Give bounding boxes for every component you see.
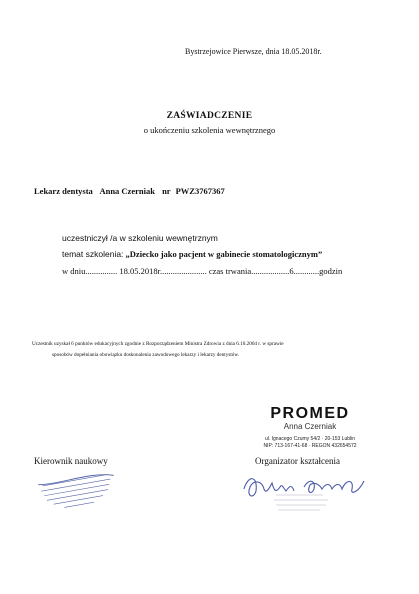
topic-label: temat szkolenia:	[62, 249, 124, 259]
topic-line	[62, 249, 322, 259]
doctor-name: Anna Czerniak	[99, 186, 155, 196]
doctor-role: Lekarz dentysta	[34, 186, 93, 196]
organizer-brand: PROMED	[270, 405, 350, 422]
note-line-2: sposobów dopełniania obowiązku doskonalenia zawodowego lekarzy i lekarzy dentystów.	[52, 352, 240, 358]
license-prefix: nr	[162, 186, 171, 196]
license-number: PWZ3767367	[175, 186, 225, 196]
participation-text: uczestniczył /a w szkoleniu wewnętrznym	[62, 233, 218, 243]
manager-label: Kierownik naukowy	[34, 456, 108, 466]
note-line-1: Uczestnik uzyskał 6 punktów edukacyjnych zgodnie z Rozporządzeniem Ministra Zdrowia z dnia 6.10.2004 r. w sprawie	[32, 341, 284, 347]
seal-icon	[268, 490, 343, 518]
organizer-address: ul. Ignacego Czumy 54/2 · 20-153 Lublin	[264, 436, 356, 442]
organizer-person: Anna Czerniak	[283, 422, 337, 431]
doctor-line	[34, 186, 230, 196]
organizer-registry: NIP: 713-167-41-68 · REGON 432654572	[263, 443, 357, 449]
certificate-title: ZAŚWIADCZENIE	[166, 111, 253, 121]
date-duration-line: w dniu............... 18.05.2018r...................... czas trwania..................6............godzin	[62, 266, 343, 276]
topic-value: „Dziecko jako pacjent w gabinecie stomatologicznym”	[125, 249, 323, 259]
organizer-stamp	[240, 405, 380, 450]
stamp-icon	[32, 472, 122, 512]
place-date: Bystrzejowice Pierwsze, dnia 18.05.2018r.	[185, 47, 322, 56]
organizer-label: Organizator kształcenia	[255, 456, 341, 466]
certificate-subtitle: o ukończeniu szkolenia wewnętrznego	[143, 125, 276, 135]
